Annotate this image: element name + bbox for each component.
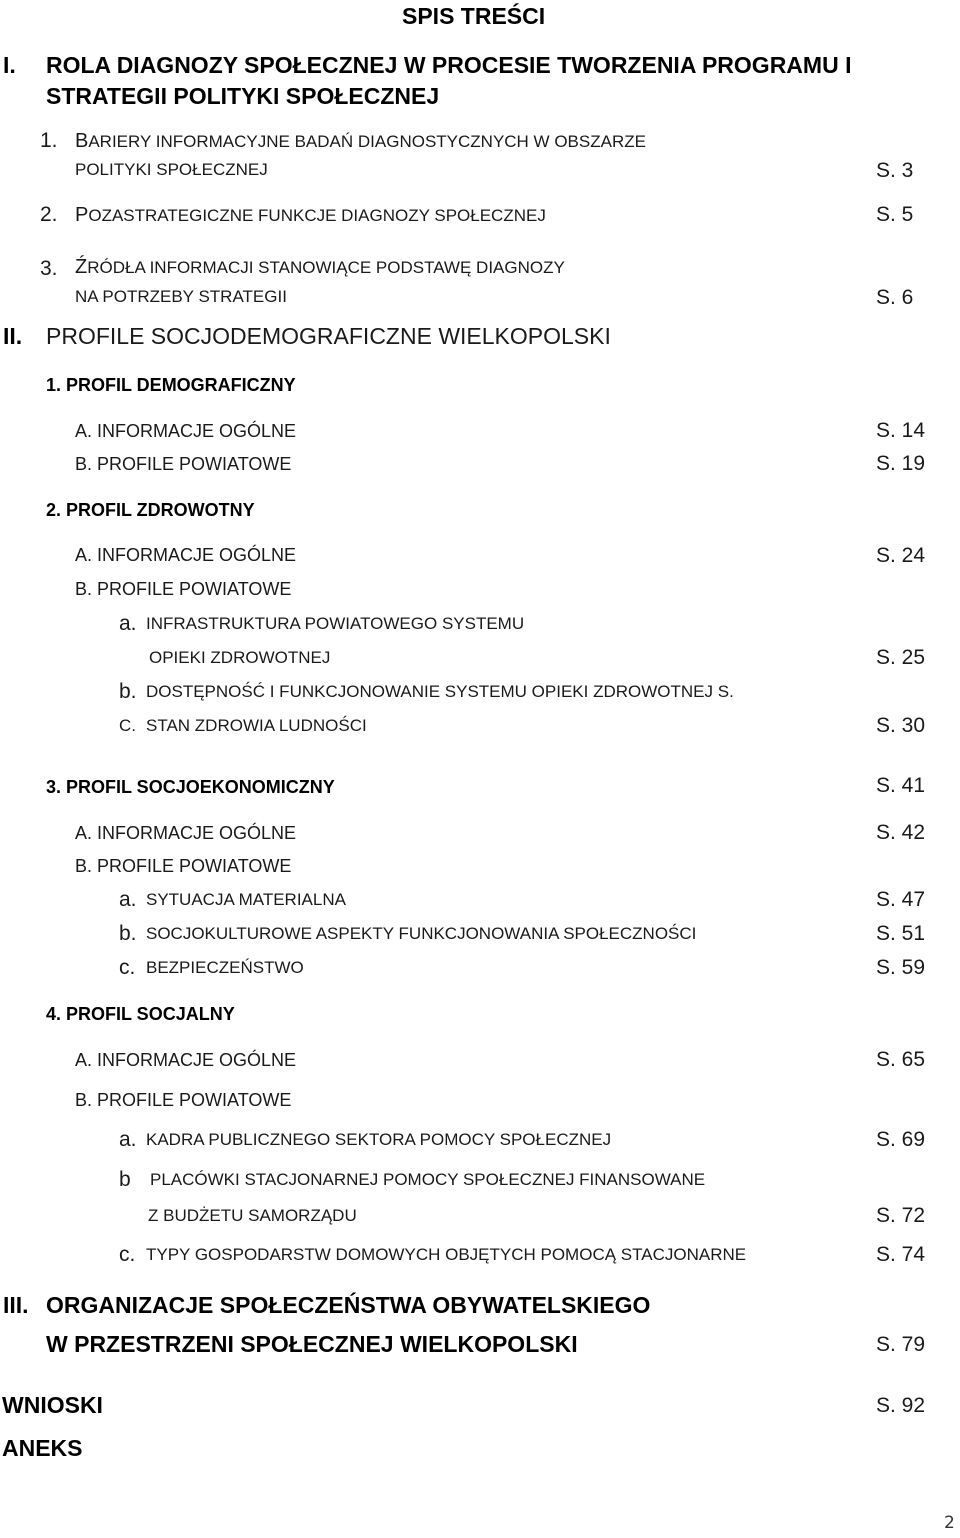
toc-item-number: 1.: [40, 129, 58, 152]
toc-item-title: BARIERY INFORMACYJNE BADAŃ DIAGNOSTYCZNYCH W OBSZARZE: [75, 130, 646, 152]
toc-entry: A. INFORMACJE OGÓLNE: [75, 545, 297, 565]
conclusions-heading: WNIOSKI: [2, 1392, 103, 1418]
toc-entry: STAN ZDROWIA LUDNOŚCI: [146, 716, 367, 735]
toc-item-marker: a.: [119, 888, 137, 911]
page-ref: S. 47: [876, 888, 926, 911]
page-ref: S. 74: [876, 1243, 926, 1266]
subsection-heading: 3. PROFIL SOCJOEKONOMICZNY: [46, 777, 335, 797]
page-ref: S. 3: [876, 159, 914, 182]
page-number: 2: [944, 1513, 955, 1533]
page-ref: S. 51: [876, 922, 926, 945]
page-ref: S. 65: [876, 1048, 926, 1071]
toc-entry: BEZPIECZEŃSTWO: [146, 958, 304, 977]
page-ref: S. 19: [876, 452, 926, 475]
page-ref: S. 5: [876, 203, 914, 226]
toc-entry: B. PROFILE POWIATOWE: [75, 856, 292, 876]
appendix-heading: ANEKS: [2, 1435, 83, 1461]
page-ref: S. 25: [876, 646, 926, 669]
subsection-heading: 1. PROFIL DEMOGRAFICZNY: [46, 375, 296, 395]
toc-entry: A. INFORMACJE OGÓLNE: [75, 823, 297, 843]
section-1-title-line-1: ROLA DIAGNOZY SPOŁECZNEJ W PROCESIE TWORZENIA PROGRAMU I: [46, 52, 852, 78]
toc-entry: TYPY GOSPODARSTW DOMOWYCH OBJĘTYCH POMOCĄ STACJONARNE: [146, 1245, 747, 1264]
section-3-title-line-2: W PRZESTRZENI SPOŁECZNEJ WIELKOPOLSKI: [46, 1331, 578, 1357]
page-title: SPIS TREŚCI: [402, 3, 546, 29]
toc-item-title-continued: POLITYKI SPOŁECZNEJ: [75, 160, 268, 179]
subsection-heading: 2. PROFIL ZDROWOTNY: [46, 500, 255, 520]
section-1-title-line-2: STRATEGII POLITYKI SPOŁECZNEJ: [46, 83, 440, 109]
subsection-heading: 4. PROFIL SOCJALNY: [46, 1004, 235, 1024]
toc-item-marker: c.: [119, 956, 136, 979]
page-ref: S. 41: [876, 774, 926, 797]
toc-item-number: 2.: [40, 203, 58, 226]
toc-item-marker: C.: [119, 716, 136, 735]
page-ref: S. 92: [876, 1394, 926, 1417]
toc-entry: PLACÓWKI STACJONARNEJ POMOCY SPOŁECZNEJ FINANSOWANE: [150, 1170, 706, 1189]
toc-entry: KADRA PUBLICZNEGO SEKTORA POMOCY SPOŁECZNEJ: [146, 1130, 612, 1149]
section-2-title: PROFILE SOCJODEMOGRAFICZNE WIELKOPOLSKI: [46, 323, 611, 349]
toc-item-marker: a.: [119, 612, 137, 635]
toc-entry: B. PROFILE POWIATOWE: [75, 454, 292, 474]
toc-entry: B. PROFILE POWIATOWE: [75, 1090, 292, 1110]
page-ref: S. 6: [876, 286, 914, 309]
page-ref: S. 24: [876, 544, 926, 567]
toc-item-marker: b.: [119, 922, 137, 945]
toc-entry: A. INFORMACJE OGÓLNE: [75, 421, 297, 441]
toc-entry: SOCJOKULTUROWE ASPEKTY FUNKCJONOWANIA SPOŁECZNOŚCI: [146, 924, 697, 943]
toc-entry: A. INFORMACJE OGÓLNE: [75, 1050, 297, 1070]
toc-entry-continued: OPIEKI ZDROWOTNEJ: [149, 648, 331, 667]
toc-entry: SYTUACJA MATERIALNA: [146, 890, 346, 909]
toc-item-title-continued: NA POTRZEBY STRATEGII: [75, 287, 287, 306]
page-ref: S. 69: [876, 1128, 926, 1151]
toc-item-marker: c.: [119, 1243, 136, 1266]
toc-item-marker: b.: [119, 680, 137, 703]
toc-item-title: ŹRÓDŁA INFORMACJI STANOWIĄCE PODSTAWĘ DIAGNOZY: [75, 256, 565, 278]
section-3-numeral: III.: [3, 1292, 29, 1318]
toc-item-marker: a.: [119, 1128, 137, 1151]
section-3-title-line-1: ORGANIZACJE SPOŁECZEŃSTWA OBYWATELSKIEGO: [46, 1292, 651, 1318]
page-ref: S. 72: [876, 1204, 926, 1227]
toc-entry: INFRASTRUKTURA POWIATOWEGO SYSTEMU: [146, 614, 525, 633]
toc-item-marker: b: [119, 1168, 131, 1191]
section-2-numeral: II.: [3, 323, 23, 349]
toc-item-title: POZASTRATEGICZNE FUNKCJE DIAGNOZY SPOŁECZNEJ: [75, 204, 546, 226]
page-ref: S. 59: [876, 956, 926, 979]
toc-entry-continued: Z BUDŻETU SAMORZĄDU: [148, 1206, 357, 1225]
toc-entry: DOSTĘPNOŚĆ I FUNKCJONOWANIE SYSTEMU OPIEKI ZDROWOTNEJ S.: [146, 682, 734, 701]
page-ref: S. 14: [876, 419, 926, 442]
toc-entry: B. PROFILE POWIATOWE: [75, 579, 292, 599]
page-ref: S. 30: [876, 714, 926, 737]
page-ref: S. 42: [876, 821, 926, 844]
page-ref: S. 79: [876, 1333, 926, 1356]
section-1-numeral: I.: [3, 52, 16, 78]
toc-item-number: 3.: [40, 257, 58, 280]
